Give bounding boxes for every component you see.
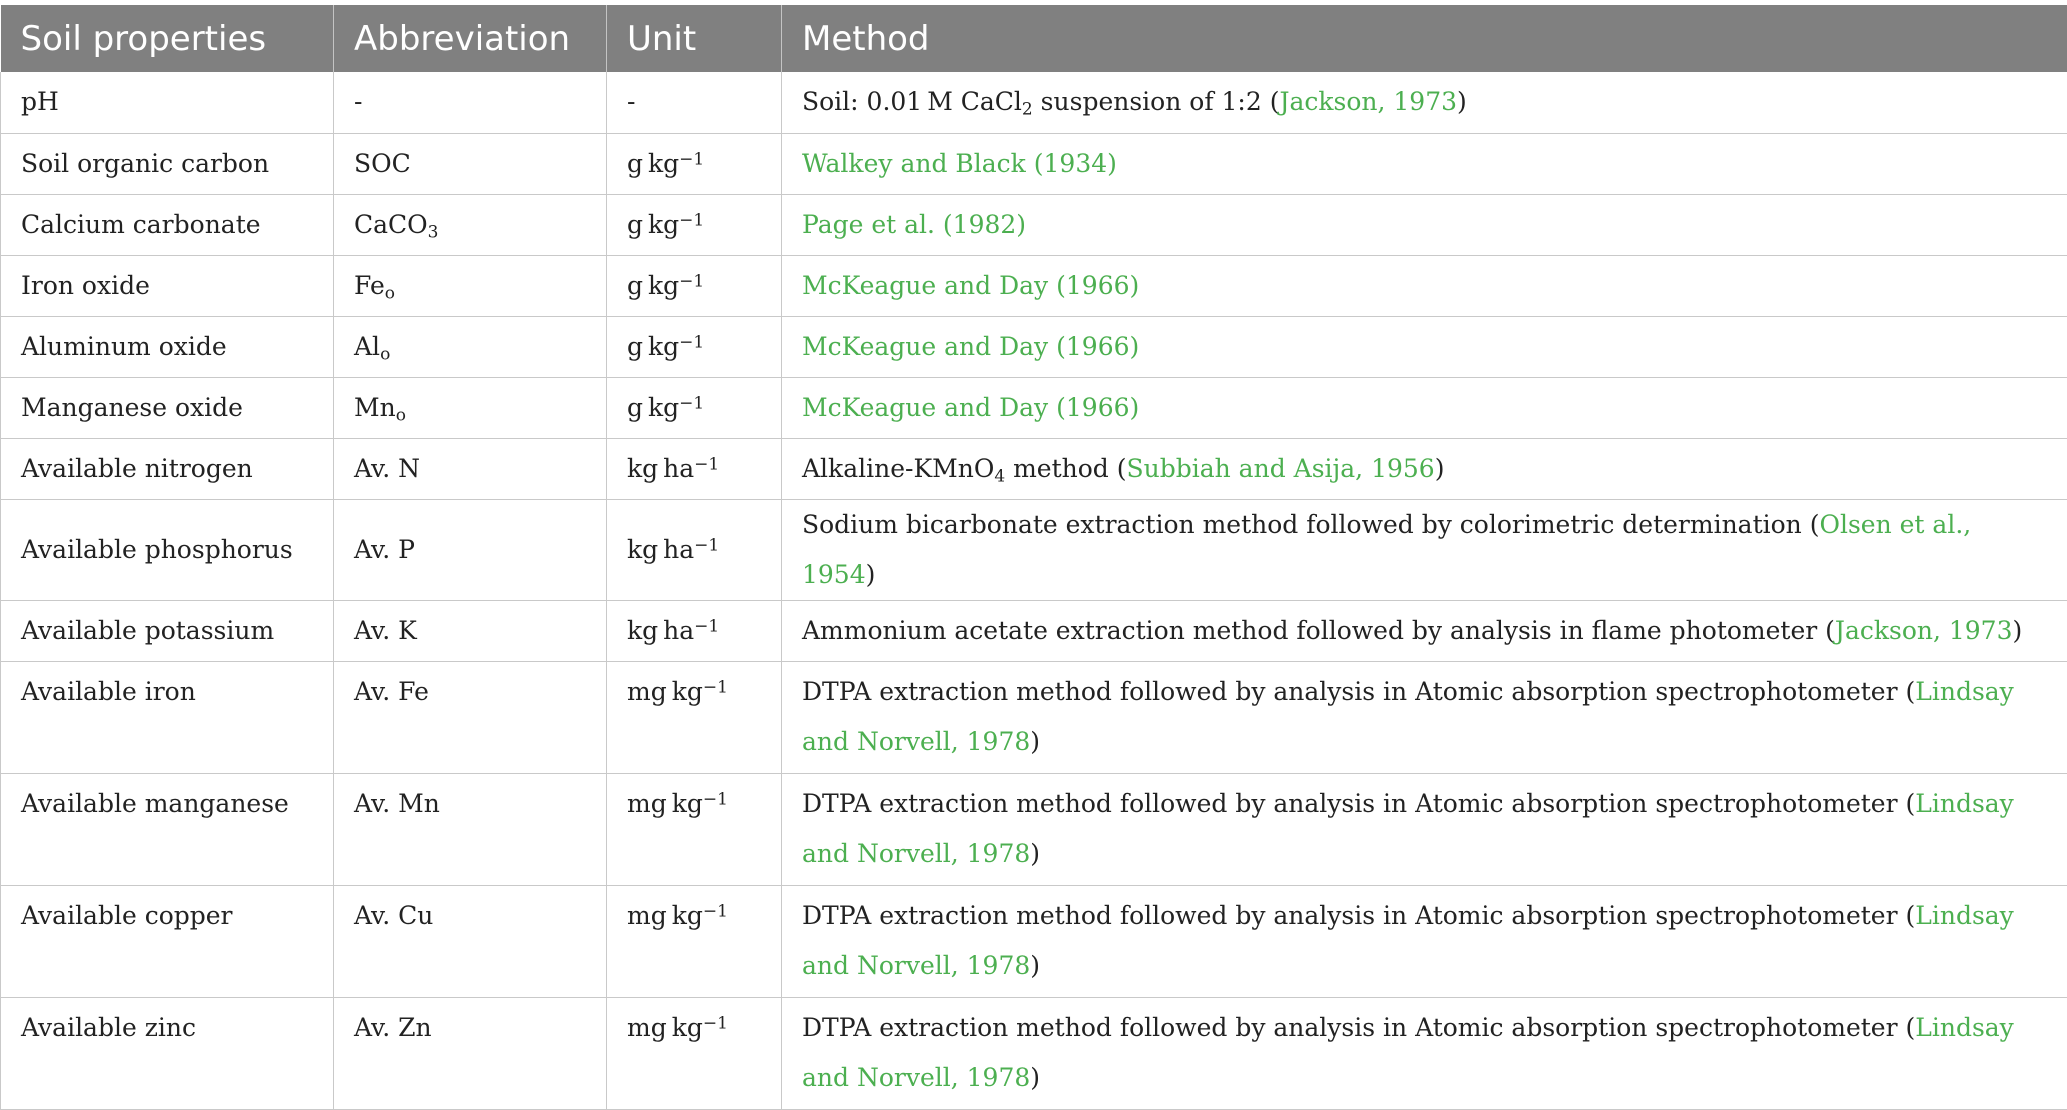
cell-unit — [607, 885, 782, 997]
method-text-suffix: ) — [866, 560, 876, 589]
table-row — [1, 885, 2067, 997]
method-text-suffix: ) — [2013, 616, 2023, 645]
cell-property: Available copper — [1, 885, 334, 997]
cell-property: Available phosphorus — [1, 499, 334, 600]
cell-abbreviation — [334, 499, 607, 600]
cell-property: Iron oxide — [1, 255, 334, 316]
unit-text: kg ha — [627, 454, 694, 483]
abbreviation-text: CaCO — [354, 210, 428, 239]
reference-link[interactable]: McKeague and Day (1966) — [802, 332, 1139, 361]
unit-text: mg kg — [627, 677, 703, 706]
header-abbreviation: Abbreviation — [334, 5, 607, 72]
unit-superscript: −1 — [703, 677, 728, 697]
abbreviation-text: Fe — [354, 271, 385, 300]
reference-link[interactable]: Lindsay and Norvell, 1978 — [802, 789, 2014, 868]
table-container — [0, 5, 2067, 1110]
cell-unit — [607, 255, 782, 316]
method-text-suffix: ) — [1030, 1063, 1040, 1092]
cell-property: Soil organic carbon — [1, 133, 334, 194]
method-text-prefix: Soil: 0.01 M CaCl — [802, 87, 1022, 116]
abbreviation-text: SOC — [354, 149, 411, 178]
unit-text: kg ha — [627, 616, 694, 645]
reference-link[interactable]: McKeague and Day (1966) — [802, 393, 1139, 422]
unit-superscript: −1 — [694, 535, 719, 555]
reference-link[interactable]: Walkey and Black (1934) — [802, 149, 1117, 178]
abbreviation-text: Av. Cu — [354, 901, 433, 930]
unit-text: g kg — [627, 332, 679, 361]
reference-link[interactable]: Jackson, 1973 — [1279, 87, 1457, 116]
abbreviation-text: Al — [354, 332, 380, 361]
cell-unit — [607, 499, 782, 600]
abbreviation-text: Av. P — [354, 535, 415, 564]
cell-unit — [607, 438, 782, 499]
cell-property: Manganese oxide — [1, 377, 334, 438]
cell-method — [782, 194, 2067, 255]
cell-property: Calcium carbonate — [1, 194, 334, 255]
table-row — [1, 316, 2067, 377]
cell-method — [782, 255, 2067, 316]
cell-property: Available zinc — [1, 997, 334, 1109]
cell-unit — [607, 377, 782, 438]
cell-unit — [607, 997, 782, 1109]
cell-property: Aluminum oxide — [1, 316, 334, 377]
unit-superscript: −1 — [679, 210, 704, 230]
soil-properties-table — [0, 5, 2067, 1110]
unit-superscript: −1 — [679, 149, 704, 169]
reference-link[interactable]: Lindsay and Norvell, 1978 — [802, 1013, 2014, 1092]
cell-abbreviation — [334, 997, 607, 1109]
reference-link[interactable]: McKeague and Day (1966) — [802, 271, 1139, 300]
cell-abbreviation — [334, 600, 607, 661]
unit-superscript: −1 — [679, 393, 704, 413]
cell-abbreviation — [334, 316, 607, 377]
method-text: suspension of 1:2 ( — [1033, 87, 1280, 116]
unit-text: mg kg — [627, 1013, 703, 1042]
unit-superscript: −1 — [703, 901, 728, 921]
unit-text: mg kg — [627, 789, 703, 818]
abbreviation-subscript: o — [396, 405, 406, 425]
method-text-suffix: ) — [1030, 727, 1040, 756]
cell-abbreviation — [334, 377, 607, 438]
table-row — [1, 255, 2067, 316]
cell-abbreviation — [334, 438, 607, 499]
method-text-suffix: ) — [1435, 454, 1445, 483]
unit-superscript: −1 — [679, 271, 704, 291]
reference-link[interactable]: Olsen et al., 1954 — [802, 510, 1971, 589]
unit-text: mg kg — [627, 901, 703, 930]
cell-abbreviation — [334, 72, 607, 133]
unit-text: g kg — [627, 393, 679, 422]
cell-property: Available iron — [1, 661, 334, 773]
unit-text: g kg — [627, 210, 679, 239]
unit-superscript: −1 — [703, 789, 728, 809]
cell-abbreviation — [334, 773, 607, 885]
table-row — [1, 438, 2067, 499]
cell-method — [782, 377, 2067, 438]
cell-method — [782, 499, 2067, 600]
cell-property: pH — [1, 72, 334, 133]
abbreviation-subscript: o — [380, 344, 390, 364]
table-row — [1, 773, 2067, 885]
cell-abbreviation — [334, 133, 607, 194]
abbreviation-subscript: o — [385, 283, 395, 303]
cell-method — [782, 773, 2067, 885]
cell-unit — [607, 316, 782, 377]
abbreviation-subscript: 3 — [428, 222, 439, 242]
header-method: Method — [782, 5, 2067, 72]
reference-link[interactable]: Jackson, 1973 — [1835, 616, 2013, 645]
method-text-suffix: ) — [1030, 951, 1040, 980]
unit-superscript: −1 — [694, 616, 719, 636]
cell-method — [782, 438, 2067, 499]
reference-link[interactable]: Lindsay and Norvell, 1978 — [802, 677, 2014, 756]
cell-unit — [607, 194, 782, 255]
cell-property: Available manganese — [1, 773, 334, 885]
cell-method — [782, 316, 2067, 377]
cell-unit — [607, 773, 782, 885]
table-body — [1, 72, 2067, 1109]
cell-method — [782, 600, 2067, 661]
unit-text: kg ha — [627, 535, 694, 564]
cell-unit — [607, 72, 782, 133]
method-text: DTPA extraction method followed by analysis in Atomic absorption spectrophotometer ( — [802, 677, 1915, 706]
cell-property: Available potassium — [1, 600, 334, 661]
table-row — [1, 72, 2067, 133]
method-text: DTPA extraction method followed by analysis in Atomic absorption spectrophotometer ( — [802, 1013, 1915, 1042]
method-text: method ( — [1005, 454, 1126, 483]
table-row — [1, 377, 2067, 438]
cell-unit — [607, 133, 782, 194]
unit-text: g kg — [627, 149, 679, 178]
abbreviation-text: - — [354, 87, 362, 116]
cell-method — [782, 885, 2067, 997]
method-subscript: 2 — [1022, 100, 1033, 120]
table-header — [1, 5, 2067, 72]
cell-method — [782, 661, 2067, 773]
cell-unit — [607, 661, 782, 773]
cell-unit — [607, 600, 782, 661]
table-row — [1, 661, 2067, 773]
unit-superscript: −1 — [703, 1013, 728, 1033]
cell-property: Available nitrogen — [1, 438, 334, 499]
method-text: Ammonium acetate extraction method followed by analysis in flame photometer ( — [802, 616, 1835, 645]
abbreviation-text: Av. K — [354, 616, 417, 645]
method-text-suffix: ) — [1457, 87, 1467, 116]
abbreviation-text: Av. Zn — [354, 1013, 432, 1042]
unit-superscript: −1 — [679, 332, 704, 352]
table-row — [1, 499, 2067, 600]
abbreviation-text: Av. Mn — [354, 789, 440, 818]
unit-text: g kg — [627, 271, 679, 300]
method-text-prefix: Alkaline-KMnO — [802, 454, 994, 483]
abbreviation-text: Mn — [354, 393, 396, 422]
method-text-suffix: ) — [1030, 839, 1040, 868]
unit-text: - — [627, 87, 635, 116]
header-soil-properties: Soil properties — [1, 5, 334, 72]
table-row — [1, 600, 2067, 661]
method-text: DTPA extraction method followed by analysis in Atomic absorption spectrophotometer ( — [802, 901, 1915, 930]
abbreviation-text: Av. N — [354, 454, 420, 483]
reference-link[interactable]: Lindsay and Norvell, 1978 — [802, 901, 2014, 980]
reference-link[interactable]: Page et al. (1982) — [802, 210, 1026, 239]
table-row — [1, 194, 2067, 255]
reference-link[interactable]: Subbiah and Asija, 1956 — [1127, 454, 1435, 483]
method-text: Sodium bicarbonate extraction method followed by colorimetric determination ( — [802, 510, 1819, 539]
abbreviation-text: Av. Fe — [354, 677, 429, 706]
cell-abbreviation — [334, 885, 607, 997]
table-row — [1, 997, 2067, 1109]
cell-method — [782, 133, 2067, 194]
unit-superscript: −1 — [694, 454, 719, 474]
cell-abbreviation — [334, 194, 607, 255]
cell-method — [782, 997, 2067, 1109]
method-text: DTPA extraction method followed by analysis in Atomic absorption spectrophotometer ( — [802, 789, 1915, 818]
cell-abbreviation — [334, 661, 607, 773]
cell-abbreviation — [334, 255, 607, 316]
header-unit: Unit — [607, 5, 782, 72]
header-row — [1, 5, 2067, 72]
method-subscript: 4 — [994, 466, 1005, 486]
cell-method — [782, 72, 2067, 133]
table-row — [1, 133, 2067, 194]
